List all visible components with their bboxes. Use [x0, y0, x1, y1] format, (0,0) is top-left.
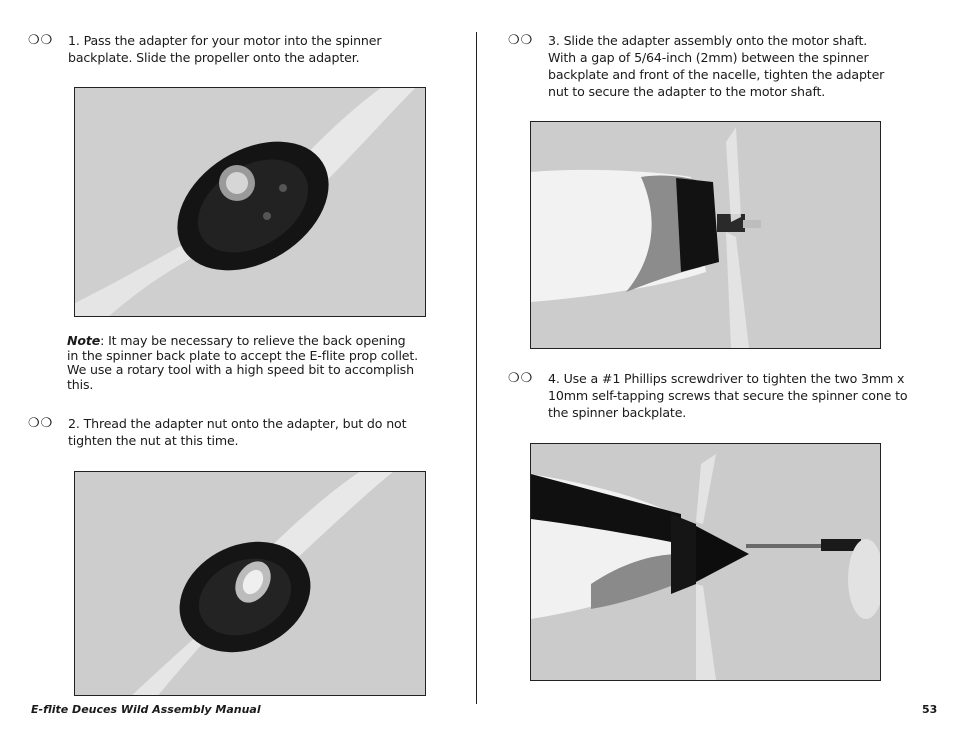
photo-propeller-on-backplate	[74, 87, 426, 317]
step-2-text	[68, 415, 406, 449]
photo-nacelle-adapter	[530, 121, 881, 349]
column-divider	[476, 32, 477, 704]
step-4-checkboxes[interactable]: ❍❍	[508, 371, 534, 386]
step-3-line: With a gap of 5/64-inch (2mm) between the spinner	[548, 50, 869, 65]
step-1-text	[68, 32, 381, 66]
photo-adapter-nut	[74, 471, 426, 696]
note-line: this.	[67, 376, 94, 392]
step-1-checkboxes[interactable]: ❍❍	[28, 33, 54, 48]
step-4-line: 10mm self-tapping screws that secure the spinner cone to	[548, 388, 908, 403]
step-1-line: backplate. Slide the propeller onto the adapter.	[68, 50, 360, 65]
note-label: Note	[67, 333, 101, 348]
step-2-checkboxes[interactable]: ❍❍	[28, 416, 54, 431]
page-number: 53	[922, 703, 938, 716]
photo-screwdriver-spinner	[530, 443, 881, 681]
note-line: Note: It may be necessary to relieve the back opening	[67, 333, 406, 348]
step-1-line: 1. Pass the adapter for your motor into the spinner	[68, 33, 382, 48]
step-3-line: 3. Slide the adapter assembly onto the motor shaft.	[548, 33, 868, 48]
step-4-line: the spinner backplate.	[548, 405, 687, 420]
footer-manual-title: E-flite Deuces Wild Assembly Manual	[31, 703, 261, 716]
step-3-checkboxes[interactable]: ❍❍	[508, 33, 534, 48]
note-line: We use a rotary tool with a high speed bit to accomplish	[67, 362, 414, 377]
step-3-line: nut to secure the adapter to the motor shaft.	[548, 84, 826, 99]
note-paragraph	[67, 334, 431, 392]
step-4-text	[548, 370, 907, 421]
step-2-line: 2. Thread the adapter nut onto the adapter, but do not	[68, 416, 407, 431]
step-3-line: backplate and front of the nacelle, tighten the adapter	[548, 67, 885, 82]
step-2-line: tighten the nut at this time.	[68, 433, 239, 448]
step-4-line: 4. Use a #1 Phillips screwdriver to tighten the two 3mm x	[548, 371, 905, 386]
step-3-text	[548, 32, 884, 100]
note-line: in the spinner back plate to accept the E-flite prop collet.	[67, 347, 419, 363]
